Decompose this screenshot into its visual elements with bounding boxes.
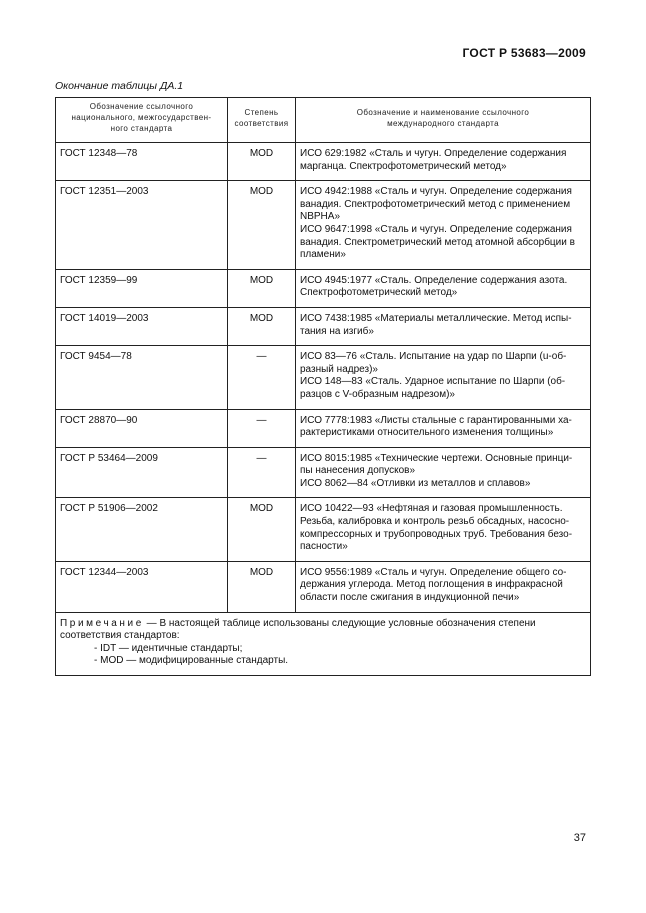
- intl-text-line: тания на изгиб»: [300, 325, 374, 337]
- cell-international-standard: [296, 561, 591, 612]
- cell-national-standard: ГОСТ 9454—78: [56, 346, 228, 409]
- cell-degree: MOD: [228, 307, 296, 345]
- cell-national-standard: ГОСТ 28870—90: [56, 409, 228, 447]
- table-row: [56, 346, 591, 409]
- intl-text-line: ИСО 9647:1998 «Сталь и чугун. Определение содержания: [300, 223, 572, 235]
- intl-text-line: ИСО 4942:1988 «Сталь и чугун. Определение содержания: [300, 186, 572, 198]
- cell-national-standard: ГОСТ Р 51906—2002: [56, 498, 228, 561]
- note-text: — В настоящей таблице использованы следующие условные обозначения степени соответствия стандартов:: [60, 617, 536, 642]
- cell-degree: MOD: [228, 561, 296, 612]
- intl-text-line: пламени»: [300, 249, 346, 261]
- note-row: [56, 612, 591, 675]
- intl-text-line: Спектрофотометрический метод»: [300, 287, 458, 299]
- intl-text-line: NBPHA»: [300, 211, 341, 223]
- note-item-mod: - MOD — модифицированные стандарты.: [94, 655, 289, 667]
- intl-text-line: пасности»: [300, 541, 348, 553]
- cell-international-standard: [296, 447, 591, 498]
- table-note: [56, 612, 591, 675]
- cell-national-standard: ГОСТ 12351—2003: [56, 181, 228, 270]
- reference-table: [55, 97, 591, 676]
- intl-text-line: ИСО 10422—93 «Нефтяная и газовая промышленность.: [300, 503, 563, 515]
- note-item-idt: - IDT — идентичные стандарты;: [94, 642, 243, 654]
- intl-text-line: разный надрез)»: [300, 363, 378, 375]
- cell-international-standard: [296, 498, 591, 561]
- intl-text-line: ИСО 83—76 «Сталь. Испытание на удар по Шарпи (u-об-: [300, 351, 567, 363]
- table-header-row: [56, 98, 591, 143]
- cell-degree: —: [228, 409, 296, 447]
- table-row: [56, 447, 591, 498]
- intl-text-line: компрессорных и трубопроводных труб. Требования безо-: [300, 528, 573, 540]
- intl-text-line: ванадия. Спектрофотометрический метод с применением: [300, 198, 571, 210]
- intl-text-line: ИСО 9556:1989 «Сталь и чугун. Определение общего со-: [300, 566, 567, 578]
- cell-international-standard: [296, 181, 591, 270]
- table-row: [56, 181, 591, 270]
- table-row: [56, 561, 591, 612]
- intl-text-line: держания углерода. Метод поглощения в инфракрасной: [300, 579, 563, 591]
- table-row: [56, 307, 591, 345]
- cell-national-standard: ГОСТ 12344—2003: [56, 561, 228, 612]
- cell-degree: MOD: [228, 498, 296, 561]
- cell-international-standard: [296, 409, 591, 447]
- intl-text-line: Резьба, калибровка и контроль резьб обсадных, насосно-: [300, 516, 570, 528]
- cell-degree: —: [228, 447, 296, 498]
- intl-text-line: разцов с V-образным надрезом)»: [300, 388, 455, 400]
- column-header-degree: Степень соответствия: [228, 98, 296, 143]
- intl-text-line: ИСО 8062—84 «Отливки из металлов и сплавов»: [300, 477, 531, 489]
- intl-text-line: марганца. Спектрофотометрический метод»: [300, 160, 507, 172]
- page-number: 37: [573, 832, 586, 844]
- document-header: ГОСТ Р 53683—2009: [462, 46, 586, 60]
- cell-degree: —: [228, 346, 296, 409]
- cell-degree: MOD: [228, 181, 296, 270]
- column-header-international: Обозначение и наименование ссылочного международного стандарта: [296, 98, 591, 143]
- table-caption: Окончание таблицы ДА.1: [55, 80, 184, 92]
- intl-text-line: области после сжигания в индукционной печи»: [300, 592, 520, 604]
- intl-text-line: рактеристиками относительного изменения толщины»: [300, 427, 554, 439]
- cell-national-standard: ГОСТ 12359—99: [56, 269, 228, 307]
- table-row: [56, 409, 591, 447]
- note-title: Примечание: [60, 617, 144, 629]
- cell-international-standard: [296, 269, 591, 307]
- intl-text-line: ИСО 629:1982 «Сталь и чугун. Определение содержания: [300, 148, 567, 159]
- intl-text-line: ИСО 7778:1983 «Листы стальные с гарантированными ха-: [300, 414, 572, 426]
- intl-text-line: ИСО 148—83 «Сталь. Ударное испытание по Шарпи (об-: [300, 376, 566, 388]
- cell-degree: MOD: [228, 143, 296, 181]
- cell-international-standard: [296, 143, 591, 181]
- intl-text-line: пы нанесения допусков»: [300, 465, 416, 477]
- table-row: [56, 143, 591, 181]
- intl-text-line: ванадия. Спектрометрический метод атомной абсорбции в: [300, 236, 575, 248]
- cell-national-standard: ГОСТ 14019—2003: [56, 307, 228, 345]
- table-row: [56, 498, 591, 561]
- cell-international-standard: [296, 307, 591, 345]
- intl-text-line: ИСО 8015:1985 «Технические чертежи. Основные принци-: [300, 452, 573, 464]
- column-header-national: Обозначение ссылочного национального, межгосударствен- ного стандарта: [56, 98, 228, 143]
- cell-national-standard: ГОСТ 12348—78: [56, 143, 228, 181]
- cell-international-standard: [296, 346, 591, 409]
- table-row: [56, 269, 591, 307]
- intl-text-line: ИСО 4945:1977 «Сталь. Определение содержания азота.: [300, 274, 568, 286]
- intl-text-line: ИСО 7438:1985 «Материалы металлические. Метод испы-: [300, 312, 572, 324]
- cell-degree: MOD: [228, 269, 296, 307]
- cell-national-standard: ГОСТ Р 53464—2009: [56, 447, 228, 498]
